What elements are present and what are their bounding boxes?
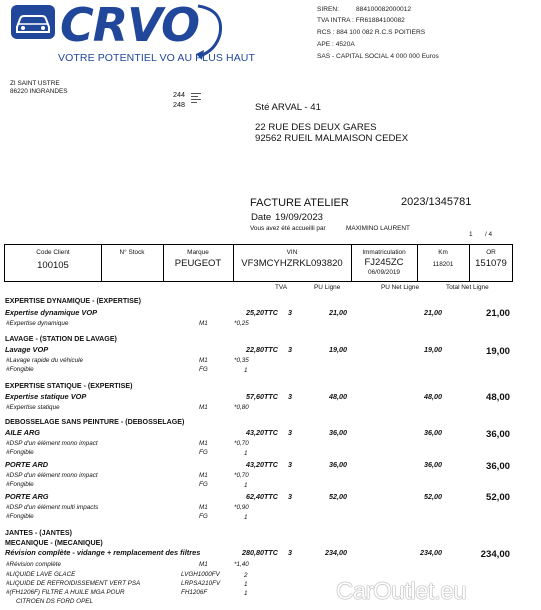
sub-hash: #	[6, 404, 10, 411]
immat-date: 06/09/2019	[368, 269, 400, 276]
line-tva: 3	[288, 308, 292, 317]
sub-qty: 0,90	[236, 504, 249, 511]
sub-hash: #	[6, 580, 10, 587]
sub-hash: #	[6, 366, 10, 373]
sub-label: Fongible	[9, 366, 34, 373]
or-label: OR	[486, 249, 496, 256]
stock-label: N° Stock	[119, 249, 145, 256]
header-tva: TVA	[275, 284, 287, 291]
line-pu-net: 36,00	[424, 460, 442, 469]
sub-hash: #	[6, 320, 10, 327]
section-title: JANTES - (JANTES)	[5, 529, 73, 537]
line-pu-net: 52,00	[424, 492, 442, 501]
line-title: AILE ARG	[5, 428, 41, 437]
qty-mark: *	[234, 357, 237, 364]
line-pu: 36,00	[329, 428, 347, 437]
line-pu-net: 36,00	[424, 428, 442, 437]
sub-hash: #	[6, 589, 10, 596]
header-total-net: Total Net Ligne	[446, 284, 489, 291]
sub-label: Expertise dynamique	[9, 320, 69, 327]
line-total: 234,00	[480, 549, 510, 560]
sub-qty: 2	[244, 572, 248, 579]
sender-line1: ZI SAINT USTRE	[10, 80, 60, 87]
sub-hash: #	[6, 561, 10, 568]
vin-label: VIN	[286, 249, 298, 256]
sub-code: FG	[199, 366, 208, 373]
line-title: Expertise statique VOP	[5, 392, 87, 401]
code-client-value: 100105	[37, 260, 69, 271]
line-ttc: 43,20TTC	[246, 460, 278, 469]
line-title: Révision complète - vidange + remplacement des filtres	[5, 548, 201, 557]
line-pu-net: 19,00	[424, 345, 442, 354]
brand-name: CRVO	[60, 0, 200, 52]
sub-qty: 1	[244, 367, 248, 374]
section-title: EXPERTISE STATIQUE - (EXPERTISE)	[5, 382, 133, 390]
line-ttc: 62,40TTC	[246, 492, 278, 501]
line-pu-net: 234,00	[420, 548, 442, 557]
sub-code: M1	[199, 504, 208, 511]
watermark: CarOutlet.eu	[336, 578, 467, 605]
marque-value: PEUGEOT	[174, 258, 222, 269]
header-pu-net: PU Net Ligne	[381, 284, 420, 291]
line-ttc: 22,80TTC	[246, 345, 278, 354]
sub-label: (FH1206F) FILTRE A HUILE MGA POUR	[9, 589, 125, 596]
siren-label: SIREN:	[317, 6, 339, 13]
section-title: MECANIQUE - (MECANIQUE)	[5, 539, 103, 547]
sub-label: Révision complète	[9, 561, 61, 568]
line-ttc: 25,20TTC	[246, 308, 278, 317]
sub-hash: #	[6, 357, 10, 364]
line-pu: 48,00	[329, 392, 347, 401]
sub-qty: 1	[244, 514, 248, 521]
sub-code: FH1206F	[181, 589, 208, 596]
sub-qty: 0,70	[236, 440, 249, 447]
sas-line: SAS - CAPITAL SOCIAL 4 000 000 Euros	[317, 53, 439, 60]
sub-qty: 0,70	[236, 472, 249, 479]
line-pu: 36,00	[329, 460, 347, 469]
qty-mark: *	[234, 504, 237, 511]
sub-hash: #	[6, 481, 10, 488]
marque-label: Marque	[187, 249, 209, 256]
sub-label: Lavage rapide du véhicule	[9, 357, 84, 364]
line-tva: 3	[288, 460, 292, 469]
invoice-date: 19/09/2023	[275, 212, 324, 223]
car-logo-icon	[10, 4, 56, 40]
line-tva: 3	[288, 345, 292, 354]
km-value: 118201	[432, 261, 454, 268]
line-total: 19,00	[485, 346, 510, 357]
sub-qty: 1,40	[236, 561, 249, 568]
sub-qty: 1	[244, 581, 248, 588]
sub-label-continued: CITROEN DS FORD OPEL	[16, 598, 93, 605]
sub-code: LRPSA210FV	[181, 580, 221, 587]
qty-mark: *	[234, 561, 237, 568]
sub-qty: 1	[244, 590, 248, 597]
sub-qty: 1	[244, 482, 248, 489]
sub-code: M1	[199, 320, 208, 327]
sender-code1: 244	[173, 90, 185, 99]
qty-mark: *	[234, 440, 237, 447]
sub-hash: #	[6, 571, 10, 578]
sub-label: Expertise statique	[9, 404, 60, 411]
sub-hash: #	[6, 449, 10, 456]
recipient-city: 92562 RUEIL MALMAISON CEDEX	[255, 133, 409, 144]
recipient-street: 22 RUE DES DEUX GARES	[255, 122, 377, 133]
rcs-line: RCS : 884 100 082 R.C.S POITIERS	[317, 29, 426, 36]
qty-mark: *	[234, 404, 237, 411]
sub-label: Fongible	[9, 481, 34, 488]
line-total: 21,00	[485, 308, 510, 319]
sub-code: FG	[199, 513, 208, 520]
km-label: Km	[438, 249, 448, 256]
ape-line: APE : 4520A	[317, 41, 355, 48]
section-title: EXPERTISE DYNAMIQUE - (EXPERTISE)	[5, 297, 141, 305]
siren-value: 884100082000012	[356, 6, 412, 13]
code-client-label: Code Client	[36, 249, 70, 256]
line-title: Lavage VOP	[5, 345, 49, 354]
invoice-title: FACTURE ATELIER	[250, 197, 349, 209]
vin-value: VF3MCYHZRKL093820	[241, 258, 343, 269]
line-tva: 3	[288, 392, 292, 401]
brand-tagline: VOTRE POTENTIEL VO AU PLUS HAUT	[58, 52, 256, 64]
sub-hash: #	[6, 513, 10, 520]
line-total: 36,00	[485, 429, 510, 440]
sender-code2: 248	[173, 100, 185, 109]
line-ttc: 43,20TTC	[246, 428, 278, 437]
qty-mark: *	[234, 320, 237, 327]
sub-code: M1	[199, 561, 208, 568]
line-title: PORTE ARD	[5, 460, 49, 469]
sub-hash: #	[6, 504, 10, 511]
sub-label: LIQUIDE LAVE GLACE	[9, 571, 76, 578]
page-number: 1	[469, 231, 473, 238]
line-tva: 3	[288, 492, 292, 501]
sub-label: Fongible	[9, 449, 34, 456]
sub-label: DSP d'un élément mono impact	[9, 472, 98, 479]
line-title: Expertise dynamique VOP	[5, 308, 98, 317]
sub-code: M1	[199, 472, 208, 479]
line-pu-net: 48,00	[424, 392, 442, 401]
tva-line: TVA INTRA : FR61884100082	[317, 17, 405, 24]
sub-code: M1	[199, 357, 208, 364]
line-pu: 52,00	[329, 492, 347, 501]
section-title: LAVAGE - (STATION DE LAVAGE)	[5, 335, 117, 343]
welcomed-label: Vous avez été accueilli par	[250, 225, 326, 232]
page-count: / 4	[485, 231, 493, 238]
sub-label: Fongible	[9, 513, 34, 520]
sub-code: FG	[199, 481, 208, 488]
line-tva: 3	[288, 548, 292, 557]
invoice-number: 2023/1345781	[401, 196, 472, 208]
sub-qty: 0,35	[236, 357, 249, 364]
line-title: PORTE ARG	[5, 492, 49, 501]
or-value: 151079	[475, 258, 507, 269]
line-pu: 21,00	[329, 308, 347, 317]
date-label: Date	[251, 212, 272, 223]
qty-mark: *	[234, 472, 237, 479]
vehicle-info-box	[4, 244, 513, 282]
line-pu-net: 21,00	[424, 308, 442, 317]
sub-label: DSP d'un élément multi impacts	[9, 504, 99, 511]
line-pu: 19,00	[329, 345, 347, 354]
recipient-name: Sté ARVAL - 41	[255, 102, 321, 113]
welcomed-by: MAXIMINO LAURENT	[346, 225, 410, 232]
sub-code: M1	[199, 404, 208, 411]
header-pu: PU Ligne	[314, 284, 341, 291]
sub-label: LIQUIDE DE REFROIDISSEMENT VERT PSA	[9, 580, 141, 587]
line-pu: 234,00	[325, 548, 347, 557]
sub-hash: #	[6, 440, 10, 447]
fine-print-mark	[191, 92, 201, 106]
line-ttc: 280,80TTC	[242, 548, 278, 557]
line-total: 48,00	[485, 392, 510, 403]
sub-code: M1	[199, 440, 208, 447]
sub-code: LVGH1000FV	[181, 571, 220, 578]
sender-line2: 86220 INGRANDES	[10, 88, 68, 95]
sub-code: FG	[199, 449, 208, 456]
line-ttc: 57,60TTC	[246, 392, 278, 401]
immat-value: FJ245ZC	[364, 257, 404, 268]
sub-qty: 1	[244, 450, 248, 457]
section-title: DEBOSSELAGE SANS PEINTURE - (DEBOSSELAGE)	[5, 418, 185, 426]
sub-qty: 0,25	[236, 320, 249, 327]
line-total: 52,00	[485, 492, 510, 503]
sub-qty: 0,80	[236, 404, 249, 411]
line-tva: 3	[288, 428, 292, 437]
sub-hash: #	[6, 472, 10, 479]
immat-label: Immatriculation	[362, 249, 406, 256]
line-total: 36,00	[485, 461, 510, 472]
sub-label: DSP d'un élément mono impact	[9, 440, 98, 447]
